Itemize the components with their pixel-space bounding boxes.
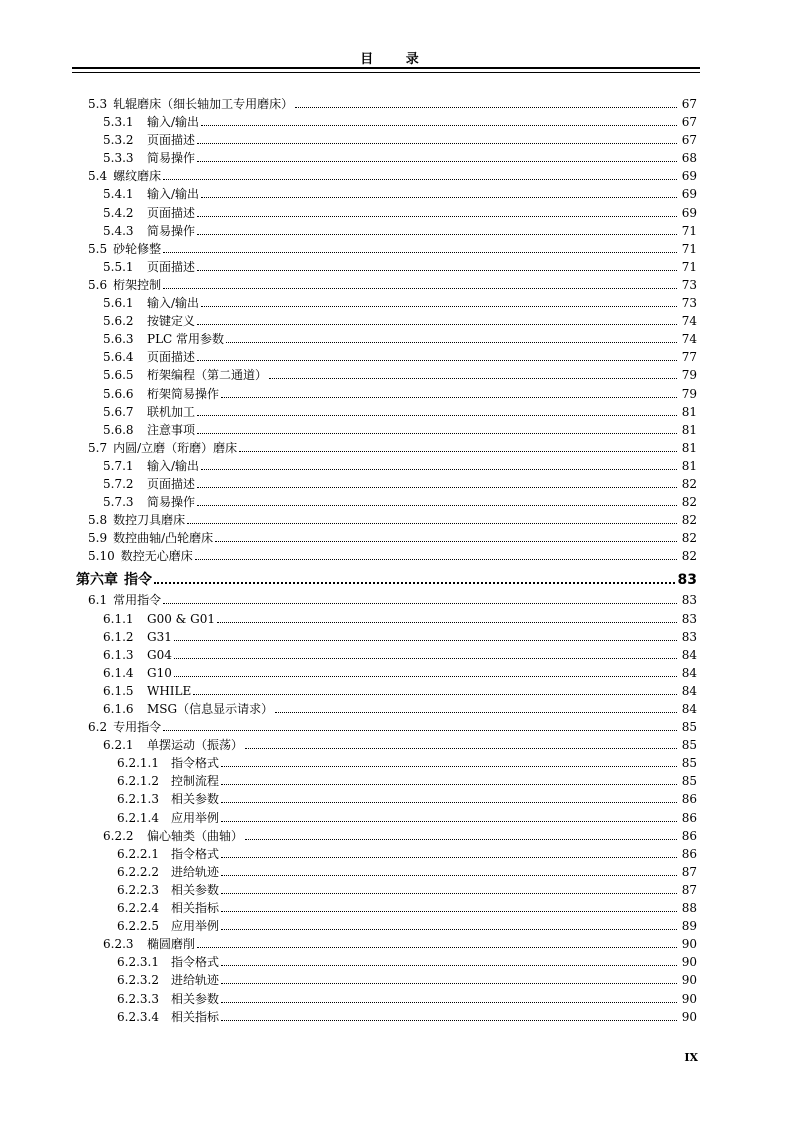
toc-entry-title: 相关参数 bbox=[171, 991, 220, 1006]
toc-dot-leader bbox=[221, 754, 677, 767]
toc-entry-number: 5.5 bbox=[88, 241, 108, 256]
toc-entry[interactable] bbox=[0, 827, 793, 845]
toc-entry[interactable] bbox=[0, 547, 793, 565]
toc-dot-leader bbox=[239, 439, 677, 452]
toc-entry-title: 联机加工 bbox=[147, 404, 196, 419]
toc-entry-page: 74 bbox=[681, 332, 697, 347]
toc-entry-number: 5.5.1 bbox=[103, 259, 134, 274]
toc-entry[interactable] bbox=[0, 917, 793, 935]
toc-entry[interactable] bbox=[0, 899, 793, 917]
toc-entry-title: 相关参数 bbox=[171, 882, 220, 897]
toc-entry-title: PLC 常用参数 bbox=[147, 332, 225, 347]
toc-entry-page: 84 bbox=[681, 702, 697, 716]
toc-entry[interactable] bbox=[0, 863, 793, 881]
toc-entry-number: 6.1.1 bbox=[103, 611, 134, 626]
toc-entry[interactable] bbox=[0, 610, 793, 628]
toc-entry[interactable] bbox=[0, 953, 793, 971]
toc-entry-title: 应用举例 bbox=[171, 919, 220, 934]
toc-dot-leader bbox=[221, 790, 677, 803]
toc-entry-title: 指令格式 bbox=[171, 756, 220, 771]
toc-entry-page: 79 bbox=[681, 386, 697, 401]
toc-dot-leader bbox=[197, 222, 677, 235]
toc-entry[interactable] bbox=[0, 700, 793, 718]
toc-entry[interactable] bbox=[0, 736, 793, 754]
toc-entry[interactable] bbox=[0, 493, 793, 511]
toc-entry-number: 6.1.5 bbox=[103, 683, 134, 698]
toc-entry-number: 5.10 bbox=[88, 549, 115, 564]
toc-entry-number: 6.2.1.2 bbox=[117, 774, 159, 789]
toc-entry-page: 87 bbox=[681, 882, 697, 897]
toc-entry-number: 6.1.6 bbox=[103, 702, 134, 716]
toc-entry[interactable] bbox=[0, 772, 793, 790]
toc-entry-number: 第六章 bbox=[76, 572, 118, 589]
toc-dot-leader bbox=[197, 312, 677, 325]
toc-entry-title: G10 bbox=[147, 665, 172, 680]
toc-entry-title: 内圆/立磨（珩磨）磨床 bbox=[113, 440, 238, 455]
toc-entry-title: 常用指令 bbox=[113, 593, 162, 608]
toc-entry[interactable] bbox=[0, 646, 793, 664]
toc-entry-page: 88 bbox=[681, 901, 697, 916]
toc-entry[interactable] bbox=[0, 366, 793, 384]
toc-dot-leader bbox=[163, 240, 677, 253]
toc-dot-leader bbox=[221, 845, 677, 858]
toc-entry[interactable] bbox=[0, 1008, 793, 1026]
toc-entry-number: 5.3 bbox=[88, 97, 108, 111]
toc-dot-leader bbox=[197, 348, 677, 361]
toc-entry-page: 90 bbox=[681, 973, 697, 988]
toc-dot-leader bbox=[221, 863, 677, 876]
toc-entry-title: 数控刀具磨床 bbox=[113, 513, 186, 528]
toc-dot-leader bbox=[221, 385, 677, 398]
toc-entry-page: 69 bbox=[681, 205, 697, 220]
toc-dot-leader bbox=[221, 971, 677, 984]
toc-entry[interactable] bbox=[0, 664, 793, 682]
toc-entry-number: 5.6.6 bbox=[103, 386, 134, 401]
toc-entry-page: 90 bbox=[681, 955, 697, 970]
toc-entry-title: MSG（信息显示请求） bbox=[147, 702, 274, 716]
toc-dot-leader bbox=[197, 493, 677, 506]
toc-entry[interactable] bbox=[0, 457, 793, 475]
toc-dot-leader bbox=[215, 529, 677, 542]
toc-entry[interactable] bbox=[0, 403, 793, 421]
toc-dot-leader bbox=[163, 718, 677, 731]
toc-entry-number: 5.4.2 bbox=[103, 205, 134, 220]
header-rule-thick bbox=[72, 67, 700, 69]
toc-entry[interactable] bbox=[0, 312, 793, 330]
toc-entry-page: 85 bbox=[681, 720, 697, 735]
toc-entry[interactable] bbox=[0, 809, 793, 827]
toc-entry-page: 82 bbox=[681, 531, 697, 546]
toc-entry-page: 90 bbox=[681, 937, 697, 952]
toc-entry-page: 84 bbox=[681, 647, 697, 662]
toc-dot-leader bbox=[163, 167, 677, 180]
toc-entry-title: 相关指标 bbox=[171, 901, 220, 916]
toc-entry[interactable] bbox=[0, 167, 793, 185]
toc-entry-number: 5.4 bbox=[88, 169, 108, 184]
toc-entry-number: 5.7.2 bbox=[103, 476, 134, 491]
toc-entry-page: 69 bbox=[681, 187, 697, 202]
toc-entry-title: 输入/输出 bbox=[147, 458, 200, 473]
toc-entry-page: 86 bbox=[681, 846, 697, 861]
toc-entry-title: 桁架简易操作 bbox=[147, 386, 220, 401]
toc-entry-title: 页面描述 bbox=[147, 476, 196, 491]
toc-entry-title: 页面描述 bbox=[147, 205, 196, 220]
toc-entry[interactable] bbox=[0, 258, 793, 276]
toc-entry-number: 6.1.3 bbox=[103, 647, 134, 662]
toc-dot-leader bbox=[187, 511, 677, 524]
toc-entry[interactable] bbox=[0, 185, 793, 203]
toc-entry-page: 82 bbox=[681, 495, 697, 510]
toc-dot-leader bbox=[163, 591, 677, 604]
toc-entry-number: 5.3.3 bbox=[103, 151, 134, 166]
toc-entry-number: 5.7.3 bbox=[103, 495, 134, 510]
toc-entry-number: 6.2.2 bbox=[103, 828, 134, 843]
toc-dot-leader bbox=[174, 646, 677, 659]
toc-entry-page: 87 bbox=[681, 864, 697, 879]
toc-entry-page: 82 bbox=[681, 476, 697, 491]
toc-entry-page: 83 bbox=[681, 593, 697, 608]
toc-dot-leader bbox=[201, 185, 677, 198]
toc-entry-page: 84 bbox=[681, 665, 697, 680]
toc-entry-title: 相关指标 bbox=[171, 1009, 220, 1024]
toc-entry-title: 椭圆磨削 bbox=[147, 937, 196, 952]
page-number: IX bbox=[684, 1051, 698, 1064]
toc-entry[interactable] bbox=[0, 475, 793, 493]
toc-entry-number: 5.7 bbox=[88, 440, 108, 455]
toc-dot-leader bbox=[221, 1008, 677, 1021]
toc-entry-title: 桁架控制 bbox=[113, 277, 162, 292]
toc-entry-title: 单摆运动（振荡） bbox=[147, 738, 244, 753]
toc-dot-leader bbox=[197, 421, 677, 434]
toc-entry-page: 85 bbox=[681, 738, 697, 753]
toc-entry-title: 输入/输出 bbox=[147, 187, 200, 202]
toc-entry-title: 页面描述 bbox=[147, 133, 196, 148]
toc-entry-number: 6.2.1 bbox=[103, 738, 134, 753]
table-of-contents bbox=[0, 95, 793, 1026]
toc-entry-title: 控制流程 bbox=[171, 774, 220, 789]
toc-entry-number: 6.1 bbox=[88, 593, 108, 608]
toc-dot-leader bbox=[197, 935, 677, 948]
toc-dot-leader bbox=[193, 682, 677, 695]
toc-dot-leader bbox=[201, 457, 677, 470]
toc-dot-leader bbox=[174, 664, 677, 677]
toc-entry-title: 输入/输出 bbox=[147, 115, 200, 130]
toc-entry-page: 83 bbox=[681, 611, 697, 626]
toc-entry-page: 77 bbox=[681, 350, 697, 365]
toc-entry-number: 6.2.3.4 bbox=[117, 1009, 159, 1024]
toc-entry-page: 85 bbox=[681, 756, 697, 771]
toc-entry-title: 螺纹磨床 bbox=[113, 169, 162, 184]
toc-entry-title: 指令 bbox=[124, 572, 152, 589]
toc-entry[interactable] bbox=[0, 421, 793, 439]
toc-entry-title: 偏心轴类（曲轴） bbox=[147, 828, 244, 843]
toc-dot-leader bbox=[197, 475, 677, 488]
toc-entry[interactable] bbox=[0, 385, 793, 403]
toc-entry[interactable] bbox=[0, 790, 793, 808]
toc-dot-leader bbox=[217, 610, 677, 623]
toc-entry[interactable] bbox=[0, 131, 793, 149]
toc-dot-leader bbox=[195, 547, 677, 560]
toc-entry-title: 简易操作 bbox=[147, 495, 196, 510]
toc-entry[interactable] bbox=[0, 591, 793, 609]
toc-entry-number: 5.6.8 bbox=[103, 422, 134, 437]
toc-dot-leader bbox=[226, 330, 677, 343]
toc-entry-title: 专用指令 bbox=[113, 720, 162, 735]
toc-entry-number: 6.1.4 bbox=[103, 665, 134, 680]
toc-entry-number: 6.2.2.1 bbox=[117, 846, 159, 861]
page-header-title: 目 录 bbox=[360, 52, 433, 67]
toc-entry[interactable] bbox=[0, 439, 793, 457]
toc-entry-number: 5.6.5 bbox=[103, 368, 134, 383]
toc-entry-page: 83 bbox=[677, 572, 697, 589]
toc-entry-title: 桁架编程（第二通道） bbox=[147, 368, 268, 383]
toc-dot-leader bbox=[201, 294, 677, 307]
toc-entry-number: 5.8 bbox=[88, 513, 108, 528]
toc-entry-title: 按键定义 bbox=[147, 314, 196, 329]
toc-entry-page: 81 bbox=[681, 458, 697, 473]
toc-entry-number: 5.3.2 bbox=[103, 133, 134, 148]
toc-entry-number: 5.6.3 bbox=[103, 332, 134, 347]
toc-entry-title: WHILE bbox=[147, 683, 192, 698]
toc-entry-number: 5.6.2 bbox=[103, 314, 134, 329]
toc-entry-number: 5.7.1 bbox=[103, 458, 134, 473]
toc-entry-title: 相关参数 bbox=[171, 792, 220, 807]
toc-entry-page: 81 bbox=[681, 440, 697, 455]
toc-entry-page: 86 bbox=[681, 828, 697, 843]
toc-entry-title: G31 bbox=[147, 629, 172, 644]
toc-entry-page: 69 bbox=[681, 169, 697, 184]
toc-entry-page: 85 bbox=[681, 774, 697, 789]
toc-entry[interactable] bbox=[0, 935, 793, 953]
toc-entry-page: 71 bbox=[681, 223, 697, 238]
toc-entry-number: 6.2.2.2 bbox=[117, 864, 159, 879]
toc-entry-title: 注意事项 bbox=[147, 422, 196, 437]
toc-entry-title: 页面描述 bbox=[147, 350, 196, 365]
toc-entry-title: 输入/输出 bbox=[147, 296, 200, 311]
toc-entry-number: 5.4.3 bbox=[103, 223, 134, 238]
toc-entry-number: 6.2.1.1 bbox=[117, 756, 159, 771]
toc-entry-page: 73 bbox=[681, 296, 697, 311]
toc-entry[interactable] bbox=[0, 222, 793, 240]
toc-entry-number: 6.2.2.3 bbox=[117, 882, 159, 897]
toc-entry-page: 67 bbox=[681, 97, 697, 111]
toc-dot-leader bbox=[197, 204, 677, 217]
toc-entry[interactable] bbox=[0, 95, 793, 113]
toc-entry-number: 6.2.2.4 bbox=[117, 901, 159, 916]
toc-dot-leader bbox=[197, 258, 677, 271]
toc-entry[interactable] bbox=[0, 682, 793, 700]
toc-entry-page: 67 bbox=[681, 115, 697, 130]
toc-entry-number: 6.2.1.4 bbox=[117, 810, 159, 825]
toc-entry-title: 数控无心磨床 bbox=[120, 549, 193, 564]
toc-entry-number: 6.2.3.1 bbox=[117, 955, 159, 970]
toc-entry-number: 6.2 bbox=[88, 720, 108, 735]
toc-dot-leader bbox=[201, 113, 677, 126]
toc-entry-page: 83 bbox=[681, 629, 697, 644]
toc-dot-leader bbox=[221, 990, 677, 1003]
toc-entry-page: 73 bbox=[681, 277, 697, 292]
toc-entry-title: 指令格式 bbox=[171, 955, 220, 970]
toc-dot-leader bbox=[221, 809, 677, 822]
toc-entry[interactable] bbox=[0, 330, 793, 348]
toc-entry-page: 71 bbox=[681, 259, 697, 274]
toc-entry-page: 71 bbox=[681, 241, 697, 256]
toc-entry[interactable] bbox=[0, 204, 793, 222]
toc-entry-title: 砂轮修整 bbox=[113, 241, 162, 256]
toc-entry-number: 6.1.2 bbox=[103, 629, 134, 644]
toc-dot-leader bbox=[245, 736, 677, 749]
toc-dot-leader bbox=[197, 131, 677, 144]
toc-dot-leader bbox=[245, 827, 677, 840]
toc-dot-leader bbox=[154, 565, 675, 584]
toc-entry-number: 5.6 bbox=[88, 277, 108, 292]
toc-chapter-entry[interactable] bbox=[0, 565, 793, 591]
toc-dot-leader bbox=[221, 899, 677, 912]
toc-entry-page: 90 bbox=[681, 1009, 697, 1024]
toc-entry-page: 84 bbox=[681, 683, 697, 698]
toc-entry-number: 6.2.2.5 bbox=[117, 919, 159, 934]
toc-entry-title: G04 bbox=[147, 647, 172, 662]
toc-entry-title: 简易操作 bbox=[147, 223, 196, 238]
toc-entry-number: 5.9 bbox=[88, 531, 108, 546]
toc-entry-title: 数控曲轴/凸轮磨床 bbox=[113, 531, 214, 546]
toc-dot-leader bbox=[221, 917, 677, 930]
toc-entry-page: 81 bbox=[681, 404, 697, 419]
toc-entry-number: 5.6.4 bbox=[103, 350, 134, 365]
toc-entry[interactable] bbox=[0, 718, 793, 736]
toc-dot-leader bbox=[275, 700, 677, 713]
toc-entry-title: 指令格式 bbox=[171, 846, 220, 861]
toc-dot-leader bbox=[197, 403, 677, 416]
toc-entry[interactable] bbox=[0, 348, 793, 366]
toc-entry-number: 5.3.1 bbox=[103, 115, 134, 130]
toc-entry[interactable] bbox=[0, 276, 793, 294]
toc-entry-number: 5.6.7 bbox=[103, 404, 134, 419]
toc-dot-leader bbox=[221, 881, 677, 894]
toc-entry-page: 81 bbox=[681, 422, 697, 437]
toc-entry-title: 轧辊磨床（细长轴加工专用磨床） bbox=[113, 97, 294, 111]
toc-entry-page: 86 bbox=[681, 792, 697, 807]
toc-dot-leader bbox=[221, 772, 677, 785]
toc-entry-number: 5.4.1 bbox=[103, 187, 134, 202]
toc-entry[interactable] bbox=[0, 990, 793, 1008]
toc-dot-leader bbox=[197, 149, 677, 162]
toc-entry-title: 简易操作 bbox=[147, 151, 196, 166]
toc-entry[interactable] bbox=[0, 294, 793, 312]
toc-entry-number: 6.2.3.3 bbox=[117, 991, 159, 1006]
toc-entry[interactable] bbox=[0, 149, 793, 167]
toc-dot-leader bbox=[163, 276, 677, 289]
toc-entry[interactable] bbox=[0, 529, 793, 547]
toc-entry-page: 82 bbox=[681, 513, 697, 528]
header-rule-thin bbox=[72, 72, 700, 73]
toc-entry[interactable] bbox=[0, 754, 793, 772]
toc-entry-title: 进给轨迹 bbox=[171, 864, 220, 879]
toc-entry[interactable] bbox=[0, 881, 793, 899]
toc-entry-title: G00 & G01 bbox=[147, 611, 216, 626]
toc-entry-page: 82 bbox=[681, 549, 697, 564]
toc-entry-number: 6.2.3 bbox=[103, 937, 134, 952]
toc-dot-leader bbox=[295, 95, 677, 108]
toc-entry-page: 90 bbox=[681, 991, 697, 1006]
toc-entry-page: 89 bbox=[681, 919, 697, 934]
toc-entry-title: 页面描述 bbox=[147, 259, 196, 274]
toc-entry-page: 74 bbox=[681, 314, 697, 329]
toc-entry-page: 67 bbox=[681, 133, 697, 148]
toc-entry[interactable] bbox=[0, 113, 793, 131]
toc-dot-leader bbox=[174, 628, 677, 641]
toc-entry-number: 6.2.1.3 bbox=[117, 792, 159, 807]
toc-entry[interactable] bbox=[0, 628, 793, 646]
toc-dot-leader bbox=[269, 366, 677, 379]
toc-entry-number: 5.6.1 bbox=[103, 296, 134, 311]
toc-entry-page: 86 bbox=[681, 810, 697, 825]
toc-entry-title: 进给轨迹 bbox=[171, 973, 220, 988]
toc-entry-page: 79 bbox=[681, 368, 697, 383]
toc-entry[interactable] bbox=[0, 511, 793, 529]
toc-entry[interactable] bbox=[0, 845, 793, 863]
toc-entry-page: 68 bbox=[681, 151, 697, 166]
toc-entry[interactable] bbox=[0, 240, 793, 258]
toc-entry[interactable] bbox=[0, 971, 793, 989]
toc-entry-title: 应用举例 bbox=[171, 810, 220, 825]
toc-dot-leader bbox=[221, 953, 677, 966]
toc-entry-number: 6.2.3.2 bbox=[117, 973, 159, 988]
